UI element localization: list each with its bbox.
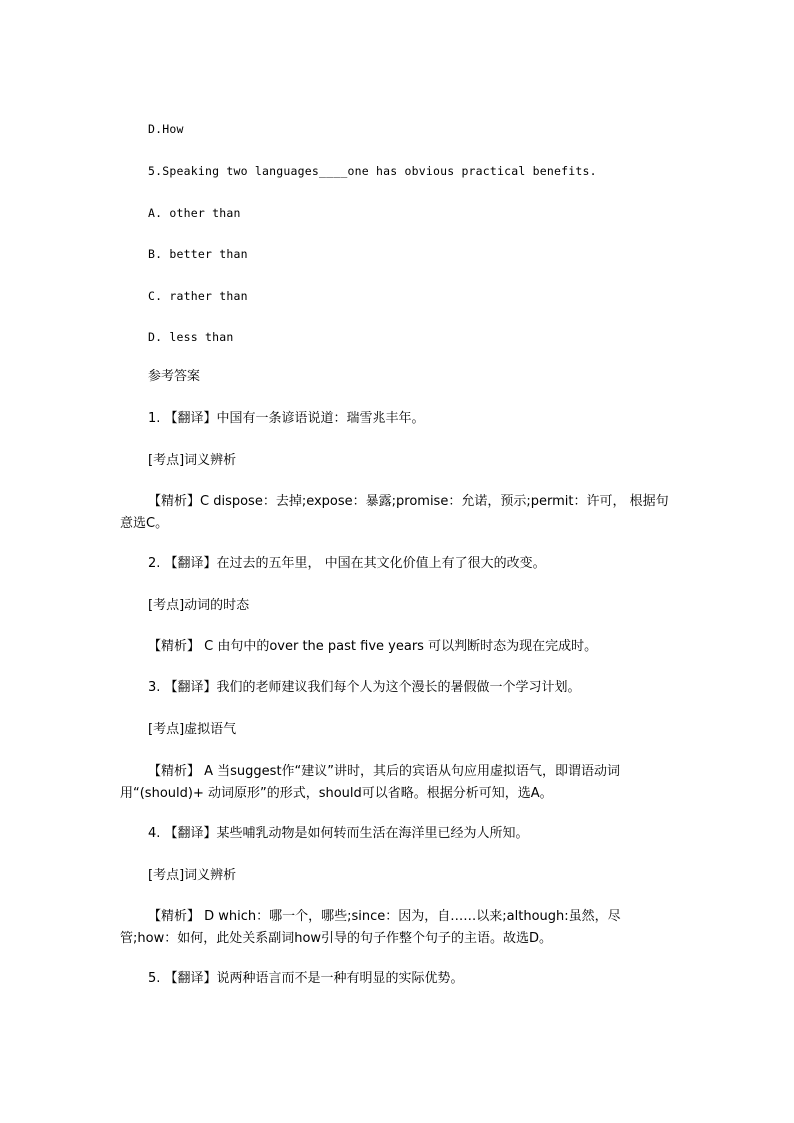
answer-2-analysis: 【精析】 C 由句中的over the past five years 可以判断时态为现在完成时。 [148, 639, 598, 654]
answer-4-translation: 4. 【翻译】某些哺乳动物是如何转而生活在海洋里已经为人所知。 [148, 826, 529, 841]
answer-3-analysis: 【精析】 A 当suggest作“建议”讲时，其后的宾语从句应用虚拟语气，即谓语动词用“(should)+ 动词原形”的形式，should可以省略。根据分析可知，选A。 [120, 764, 621, 801]
question-5-option-c: C. rather than [148, 289, 248, 303]
answer-5-translation: 5. 【翻译】说两种语言而不是一种有明显的实际优势。 [148, 971, 464, 986]
question-5-option-a: A. other than [148, 206, 241, 220]
question-5-option-b: B. better than [148, 247, 248, 261]
answer-1-analysis: 【精析】C dispose：去掉;expose：暴露;promise：允诺，预示;permit：许可， 根据句意选C。 [120, 494, 669, 531]
answer-1-point: [考点]词义辨析 [148, 453, 237, 468]
question-5-option-d: D. less than [148, 330, 234, 344]
answer-2-point: [考点]动词的时态 [148, 598, 250, 613]
answer-4-analysis: 【精析】 D which：哪一个，哪些;since：因为，自……以来;although:虽然，尽管;how：如何，此处关系副词how引导的句子作整个句子的主语。故选D。 [120, 909, 621, 946]
answer-4-point: [考点]词义辨析 [148, 868, 237, 883]
answers-heading: 参考答案 [148, 369, 201, 384]
question-5-stem: 5.Speaking two languages____one has obvious practical benefits. [148, 164, 597, 178]
answer-3-translation: 3. 【翻译】我们的老师建议我们每个人为这个漫长的暑假做一个学习计划。 [148, 680, 581, 695]
question-4-option-d: D.How [148, 122, 184, 136]
answer-2-translation: 2. 【翻译】在过去的五年里， 中国在其文化价值上有了很大的改变。 [148, 556, 546, 571]
answer-3-point: [考点]虚拟语气 [148, 722, 237, 737]
answer-1-translation: 1. 【翻译】中国有一条谚语说道：瑞雪兆丰年。 [148, 411, 425, 426]
